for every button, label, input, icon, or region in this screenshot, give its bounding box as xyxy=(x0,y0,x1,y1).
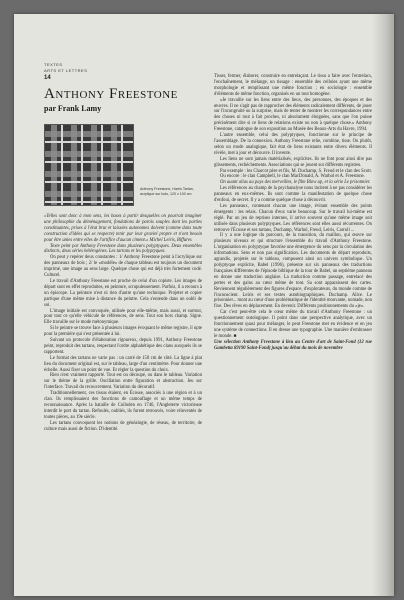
paragraph: Traditionnellement, ces tissus étaient, en Écosse, associés à une région et à un clan. Ils remplissaient des fonctions de camouflage et un même temps de reconnaissance. Après la bataille de Culloden en 1746, l'Angleterre victorieuse interdit le port du tartan. Refoulés, oubliés, ils furent retrouvés, voire réinventés de toutes pièces, au 19e siècle. xyxy=(44,391,202,420)
left-text-column xyxy=(44,214,202,433)
section-header xyxy=(44,62,87,74)
paragraph: Ou encore : le clan Campbell, le clan MacDonald, A. Warhol et A. Freestone. xyxy=(220,174,365,180)
paragraph: Le format des tartans ne varie pas : un carré de 150 cm de côté. La ligne à plat lieu du document original est, sur le tableau, large d'un centimètre. Pour donner une échelle. Aussi fixer un point de vue. Et régler la question du choix. xyxy=(44,355,202,373)
section-label: TEXTES xyxy=(44,62,63,67)
paragraph: Suivant un protocole d'élaboration rigoureux, depuis 1991, Anthony Freestone peint, reproduit des tartans, respectant l'ordre alphabétique des clans auxquels ils se rapportent. xyxy=(44,338,202,355)
article-title: Anthony Freestone xyxy=(44,86,178,102)
paragraph: Les panneaux, contenant chacun une image, évitant ensemble des points émergents : les relais. Chacun d'eux varie beaucoup. Sur le travail lui-même est réglé. Par un jeu de reprises internes, il arrive souvent qu'une même image soit utilisée dans plusieurs polyptyques. Les références sont elles aussi récurrentes. On retrouve l'Écosse et ses tartans, Duchamp, Warhol, Freud, Leiris, Carroll ... xyxy=(214,203,372,233)
paragraph: L'autre ensemble, celui des polyptyques, fonctionne sur le principe de l'assemblage. De la connexion. Anthony Freestone relie, combine, tisse. Ou plutôt, selon un mode analogique, fait état de liens existants entre divers éléments. Il révèle, met à jour et découvre. Il invente. xyxy=(214,133,372,156)
tartan-artwork-image xyxy=(44,124,134,206)
paragraph: Rien n'est vraiment rapporté. Tout est ou découpé, ou dans le tableau. Variation sur le thème de la grille. Oscillation entre figuration et abstraction. Jeu sur l'interface. Travail du recouvrement. Variation du décoratif. xyxy=(44,373,202,391)
page-gutter xyxy=(372,14,394,596)
paragraph: Si le peintre se trouve face à plusieurs images évoquant le même registre, il opte pour la première qui s'est présentée à lui. xyxy=(44,326,202,338)
tartan-pattern xyxy=(45,125,133,205)
paragraph: Par exemple : les Charcot père et fils, M. Duchamp, S. Freud et le clan des Scott. xyxy=(220,168,372,174)
paragraph: «Je travaille sur les liens entre des lieux, des personnes, des époques et des œuvres. Il ne s'agit pas de rapprocher des éléments radicalement différents, de jouer sur l'incongruité ou la surprise, mais de tenter de montrer les correspondances entre des choses ni tout à fait proches, ni absolument éloignées, sans que l'on puisse précisément dire si ce liens de relations existe ou non à quelque chose.» Anthony Freestone, catalogue de son exposition au Musée des Beaux-Arts du Havre, 1994. xyxy=(214,97,372,133)
paragraph: Texte peint par Anthony Freestone dans plusieurs polyptyques. Deux ensembles distincts, deux séries hétérogènes. Les tartans et les polyptyques. xyxy=(44,243,202,255)
subsection-label: ARTS ET LETTRES xyxy=(44,68,88,73)
paragraph: L'image initiale est convoquée, utilisée pour elle-même, mais aussi, et surtout, pour tout ce qu'elle véhicule de références, de sens. Tout son hors champ. Signe. Elle travaille sur le mode métonymique. xyxy=(44,308,202,326)
image-caption: Anthony Freestone, Harris Tartan, acrylique sur bois, 120 x 100 cm xyxy=(140,187,194,196)
paragraph: «Telles sont donc à mon sens, les bases à partir desquelles on pourrait imaginer une philosophie du déménagement, fondations de parois souples dont les parties constituantes, prises à l'état brut et laissées autonomes doivent (comme dans toute construction d'idées qui se respecte) tenir par leur gravité propre et n'ont besoin pour être unies entre elles de l'artifice d'aucun ciment.» Michel Leiris, Biffures xyxy=(44,214,202,243)
exhibition-note: Une sélection Anthony Freestone à lieu au Centre d'art de Saint-Fond (12 rue Gambetta 69190 Saint-Fond) jusqu'au début du mois de novembre xyxy=(214,339,372,351)
page-number: 14 xyxy=(44,75,51,81)
paragraph: On peut y repérer deux constantes : 1/ Anthony Freestone peint à l'acrylique sur des panneaux de bois ; 2/ le «modèle» de chaque tableau est toujours un document imprimé, une image au sens large. Quelque chose qui est déjà très fortement codé. Culturel. xyxy=(44,255,202,279)
paragraph: Les tartans convoquent les notions de généalogie, de réseau, de territoire, de culture mais aussi de fiction. D'identité. xyxy=(44,420,202,432)
paragraph: Les références au champ de la psychanalyse nous incitent à ne pas considérer les panneaux en eux-mêmes. Ils sont comme la manifestation de quelque chose d'enfoui, de secret. Il y a comme quelque chose à découvrir. xyxy=(214,186,372,204)
right-text-column xyxy=(214,74,372,352)
article-author: par Frank Lamy xyxy=(44,104,102,113)
paragraph: On auant alias au pays des merveilles, le film Blow up, et la série Le prisonnier. xyxy=(220,180,371,186)
magazine-page xyxy=(14,14,394,596)
paragraph: Il y a une logique du parcours, de la transition, du maillon, qui œuvre sur plusieurs niveaux et qui structure l'ensemble du travail d'Anthony Freestone. L'organisation en polyptyque favorise une émergence du sens par la circulation des informations. Sens et non pas signification. Les documents de départ reproduits, agrandis, projetés sur le tableau, composent ainsi un univers symbolique. Un polyptyque explicite, Babel (1996), présente sur six panneaux des traductions françaises différentes de l'épisode biblique de la tour de Babel, un septième panneau en donne une traduction anglaise. La traduction comme passage, entrelacé des pertes et des gains au cœur même de tout. Sa sont apparaissent des cartes. Reviennent régulièrement des figures d'espace, d'explorateurs, du monde comme de l'inconscient. Leiris et ses textes autobiographiques. Duchamp. Alice. Le prisonnier... mont au cœur d'une problématique de l'identité mouvante, nomade, non fixe. Des rêves en déplacement. En devenir. Différents positionnements du «je». xyxy=(214,233,372,310)
paragraph: Car c'est peut-être cela le cœur même du travail d'Anthony Freestone : un questionnement ontologique. Il point dans une perspective analytique, avec un fonctionnement quasi pour mélanger, le peut Freestone met en évidence et en jeu une système de connections. Il en dresse une typographie. Une manière d'embrasser le monde. ■ xyxy=(214,310,372,339)
paragraph: Le travail d'Anthony Freestone est proche de celui d'un copiste. Les images de départ sont en effet reproduites, en peinture, scrupuleusement. Parfois, il a recours à un épiscope. La peinture n'est ni rien d'autre qu'une technique. Projeter et copier partique d'une même mise à distance du peintre. Cela s'entende dans un oubli de soi. xyxy=(44,278,202,308)
paragraph: Les liens ne sont jamais matérialisés, explicites. Ils ne font pour ainsi dire pas glissements, rechèchements. Associations qui se jouent sur différents registres. xyxy=(214,156,372,168)
paragraph: Tisser, fermer, élaborer, construire en entrelaçant. Le tissu a faire avec l'entrelacs, l'enchaînement, le mélange, un tissage : ensemble des cellules ayant une même morphologie et remplissant une même fonction ; en sociologie : ensemble d'éléments de même fonction, organisés en un tout homogène. xyxy=(214,74,372,97)
